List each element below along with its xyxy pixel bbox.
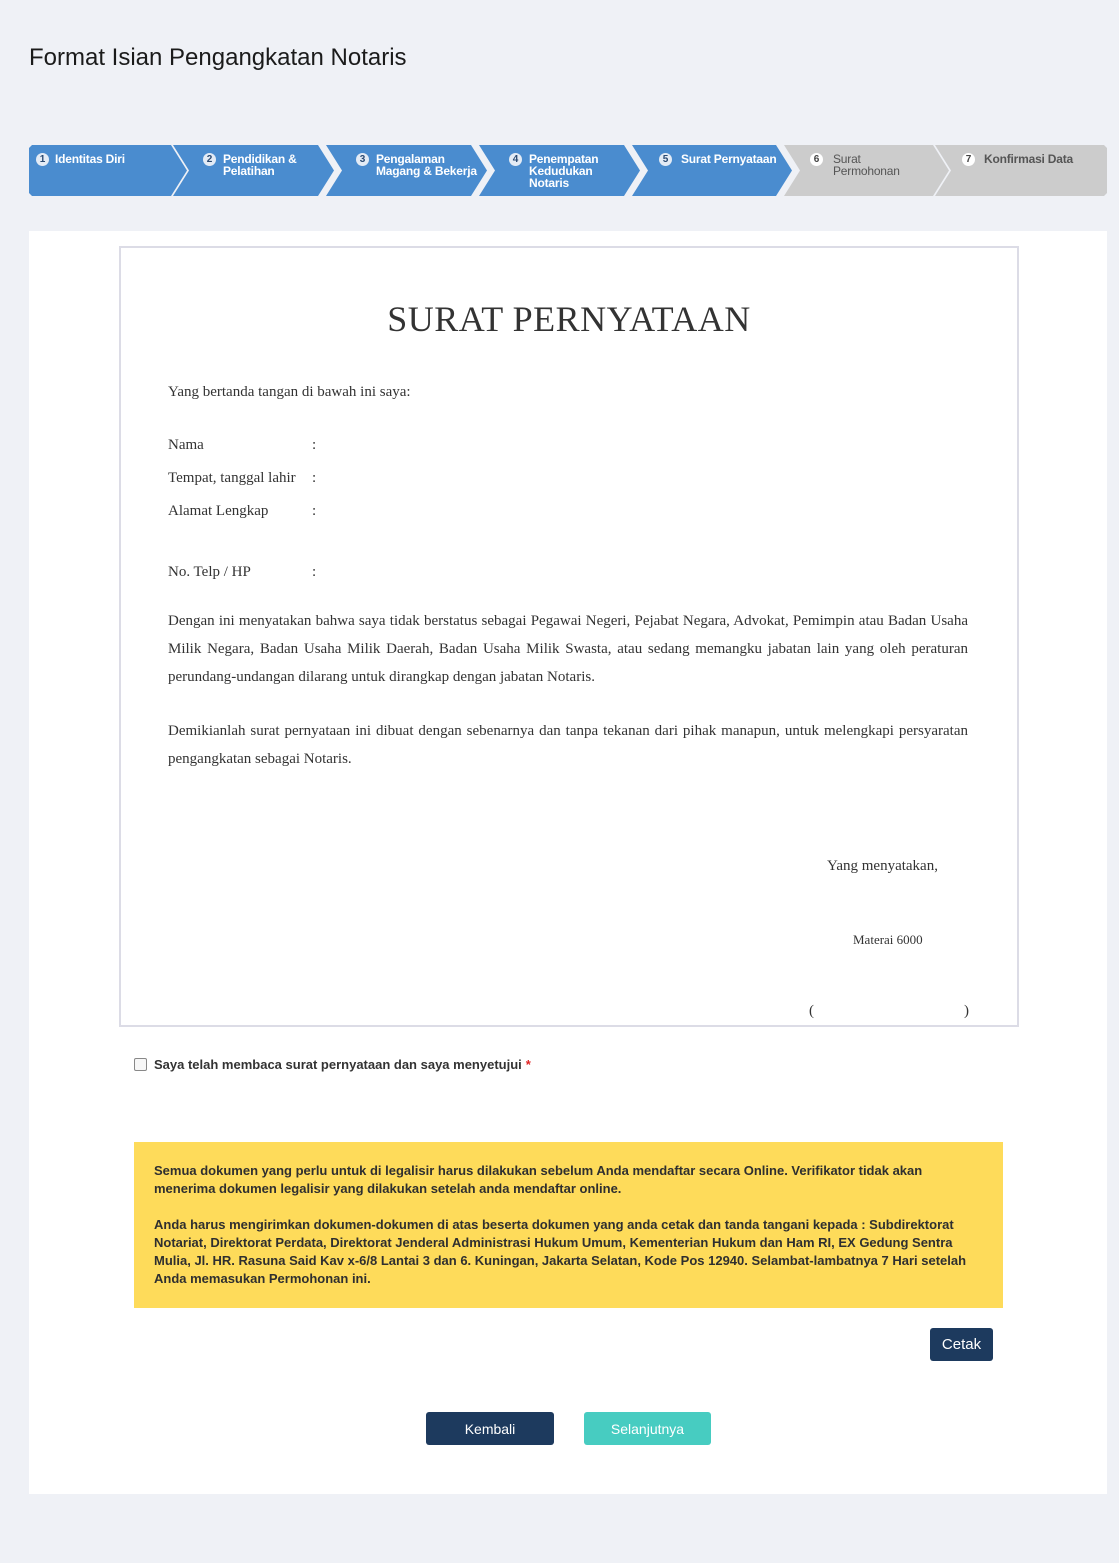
field-separator: : <box>312 437 317 453</box>
back-button[interactable]: Kembali <box>426 1412 554 1445</box>
step-konfirmasi-data[interactable] <box>935 145 1107 196</box>
signature-label: Yang menyatakan, <box>827 858 938 874</box>
statement-document <box>119 246 1019 1027</box>
progress-stepper <box>29 145 1107 196</box>
required-mark: * <box>525 1057 531 1072</box>
field-label: Tempat, tanggal lahir <box>168 470 296 486</box>
step-number: 5 <box>659 153 672 166</box>
step-label: Konfirmasi Data <box>984 152 1074 166</box>
notice-paragraph: Anda harus mengirimkan dokumen-dokumen di atas beserta dokumen yang anda cetak dan tanda tangani kepada : Subdirektorat Notariat, Direktorat Perdata, Direktorat Jenderal Administrasi Hukum Umum, Kementerian Hukum dan Ham RI, EX Gedung Sentra Mulia, Jl. HR. Rasuna Said Kav x-6/8 Lantai 3 dan 6. Kuningan, Jakarta Selatan, Kode Pos 12940. Selambat-lambatnya 7 Hari setelah Anda memasukan Permohonan ini. <box>154 1217 967 1286</box>
step-label: Pendidikan & Pelatihan <box>223 152 297 178</box>
step-number: 1 <box>36 153 49 166</box>
field-alamat-lengkap <box>168 503 317 520</box>
field-tempat-tanggal-lahir <box>168 470 317 487</box>
field-nama <box>168 437 317 454</box>
field-label: Nama <box>168 437 204 453</box>
step-surat-permohonan[interactable] <box>784 145 951 196</box>
step-label: Penempatan Kedudukan Notaris <box>529 152 599 190</box>
step-label: Surat Permohonan <box>833 152 900 178</box>
signature-name-line <box>809 1003 969 1020</box>
field-separator: : <box>312 470 317 486</box>
document-title: SURAT PERNYATAAN <box>387 299 751 339</box>
step-surat-pernyataan[interactable] <box>632 145 794 196</box>
signature-open-paren: ( <box>809 1003 814 1019</box>
step-pengalaman-magang[interactable] <box>326 145 489 196</box>
step-number: 2 <box>203 153 216 166</box>
field-no-telp <box>168 564 317 581</box>
notice-box <box>134 1142 1003 1308</box>
closing-paragraph: Demikianlah surat pernyataan ini dibuat dengan sebenarnya dan tanpa tekanan dari pihak manapun, untuk melengkapi persyaratan pengangkatan sebagai Notaris. <box>168 723 968 767</box>
document-intro: Yang bertanda tangan di bawah ini saya: <box>168 384 411 400</box>
page-title: Format Isian Pengangkatan Notaris <box>29 44 407 71</box>
field-separator: : <box>312 503 317 519</box>
step-number: 4 <box>509 153 522 166</box>
statement-paragraph: Dengan ini menyatakan bahwa saya tidak berstatus sebagai Pegawai Negeri, Pejabat Negara, Advokat, Pemimpin atau Badan Usaha Milik Negara, Badan Usaha Milik Daerah, Badan Usaha Milik Swasta, atau sedang memangku jabatan lain yang oleh peraturan perundang-undangan dilarang untuk dirangkap dengan jabatan Notaris. <box>168 613 968 685</box>
field-separator: : <box>312 564 317 580</box>
step-penempatan-kedudukan[interactable] <box>479 145 642 196</box>
notice-paragraph: Semua dokumen yang perlu untuk di legalisir harus dilakukan sebelum Anda mendaftar secara Online. Verifikator tidak akan menerima dokumen legalisir yang dilakukan setelah anda mendaftar online. <box>154 1163 923 1196</box>
agreement-checkbox[interactable] <box>134 1058 147 1071</box>
step-label: Surat Pernyataan <box>681 152 777 166</box>
agreement-label[interactable]: Saya telah membaca surat pernyataan dan saya menyetujui <box>154 1057 522 1072</box>
step-number: 3 <box>356 153 369 166</box>
step-label: Identitas Diri <box>55 152 125 166</box>
print-button[interactable]: Cetak <box>930 1328 993 1361</box>
field-label: Alamat Lengkap <box>168 503 269 519</box>
field-label: No. Telp / HP <box>168 564 251 580</box>
step-pendidikan-pelatihan[interactable] <box>173 145 336 196</box>
step-identitas-diri[interactable] <box>29 145 189 196</box>
step-number: 6 <box>810 153 823 166</box>
step-label: Pengalaman Magang & Bekerja <box>376 152 477 178</box>
signature-close-paren: ) <box>964 1003 969 1019</box>
stamp-label: Materai 6000 <box>853 932 923 947</box>
step-number: 7 <box>962 153 975 166</box>
form-card <box>29 231 1107 1494</box>
next-button[interactable]: Selanjutnya <box>584 1412 711 1445</box>
agreement-row <box>134 1057 531 1072</box>
